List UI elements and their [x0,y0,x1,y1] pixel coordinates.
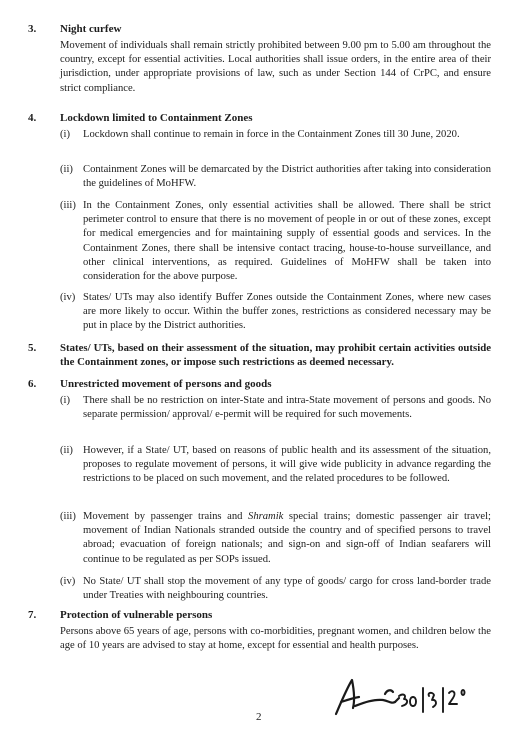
section-heading: Protection of vulnerable persons [60,609,213,621]
item-text-start: Movement by passenger trains and [83,511,249,522]
item-numeral: (iii) [60,200,76,211]
item-numeral: (iv) [60,576,76,587]
item-text: No State/ UT shall stop the movement of any type of goods/ cargo for cross land-border trade under Treaties with neighbouring countries. [83,576,491,602]
section-number: 4. [28,112,37,124]
section-heading: Night curfew [60,23,122,35]
section-vulnerable-persons [28,608,491,672]
section-body: Movement of individuals shall remain strictly prohibited between 9.00 pm to 5.00 am throughout the country, except for essential activities. Local authorities shall issue orders, in the entire area of their jurisdiction, under appropriate provisions of law, such as under Section 144 of CrPC, and ensure strict compliance. [60,40,491,94]
section-state-restrictions [28,341,491,373]
section-heading: States/ UTs, based on their assessment of the situation, may prohibit certain activities outside the Containment zones, or impose such restrictions as deemed necessary. [60,342,491,369]
item-text: Lockdown shall continue to remain in force in the Containment Zones till 30 June, 2020. [83,129,460,140]
item-text: There shall be no restriction on inter-State and intra-State movement of persons and goods. No separate permission/ approval/ e-permit will be required for such movements. [83,395,491,421]
item-numeral: (ii) [60,445,73,456]
item-numeral: (iii) [60,511,76,522]
section-body: Persons above 65 years of age, persons with co-morbidities, pregnant women, and children below the age of 10 years are advised to stay at home, except for essential and health purposes. [60,626,491,652]
item-text-end: special trains; domestic passenger air travel; movement of Indian Nationals stranded outside the country and of specified persons to travel abroad; evacuation of foreign nationals; and sign-on and sign-off of Indian seafarers will continue to be regulated as per SOPs issued. [83,511,491,565]
item-text: States/ UTs may also identify Buffer Zones outside the Containment Zones, where new cases are more likely to occur. Within the buffer zones, restrictions as considered necessary may be put in place by the District authorities. [83,292,491,332]
section-containment-zones [28,111,491,333]
item-text [83,510,491,567]
section-number: 6. [28,378,37,390]
handwritten-signature [333,676,468,718]
item-text: However, if a State/ UT, based on reasons of public health and its assessment of the situation, proposes to regulate movement of persons, it will give wide publicity in advance regarding the restrictions to be placed on such movement, and the related procedures to be followed. [83,445,491,485]
item-text-italic: Shramik [248,511,284,522]
item-numeral: (i) [60,129,70,140]
item-numeral: (i) [60,395,70,406]
section-number: 5. [28,342,37,354]
section-number: 3. [28,23,37,35]
section-heading: Lockdown limited to Containment Zones [60,112,253,124]
section-night-curfew [28,22,491,108]
item-text: Containment Zones will be demarcated by the District authorities after taking into consideration the guidelines of MoHFW. [83,164,491,190]
section-heading: Unrestricted movement of persons and goods [60,378,272,390]
item-numeral: (iv) [60,292,76,303]
section-number: 7. [28,609,37,621]
section-unrestricted-movement [28,377,491,603]
page-number: 2 [256,711,262,723]
item-numeral: (ii) [60,164,73,175]
item-text: In the Containment Zones, only essential activities shall be allowed. There shall be strict perimeter control to ensure that there is no movement of people in or out of these zones, except for medical emergencies and for maintaining supply of essential goods and services. In the Containment Zones, there shall be intensive contact tracing, house-to-house surveillance, and other clinical interventions, as required. Guidelines of MoHFW shall be taken into consideration for the above purpose. [83,200,491,283]
